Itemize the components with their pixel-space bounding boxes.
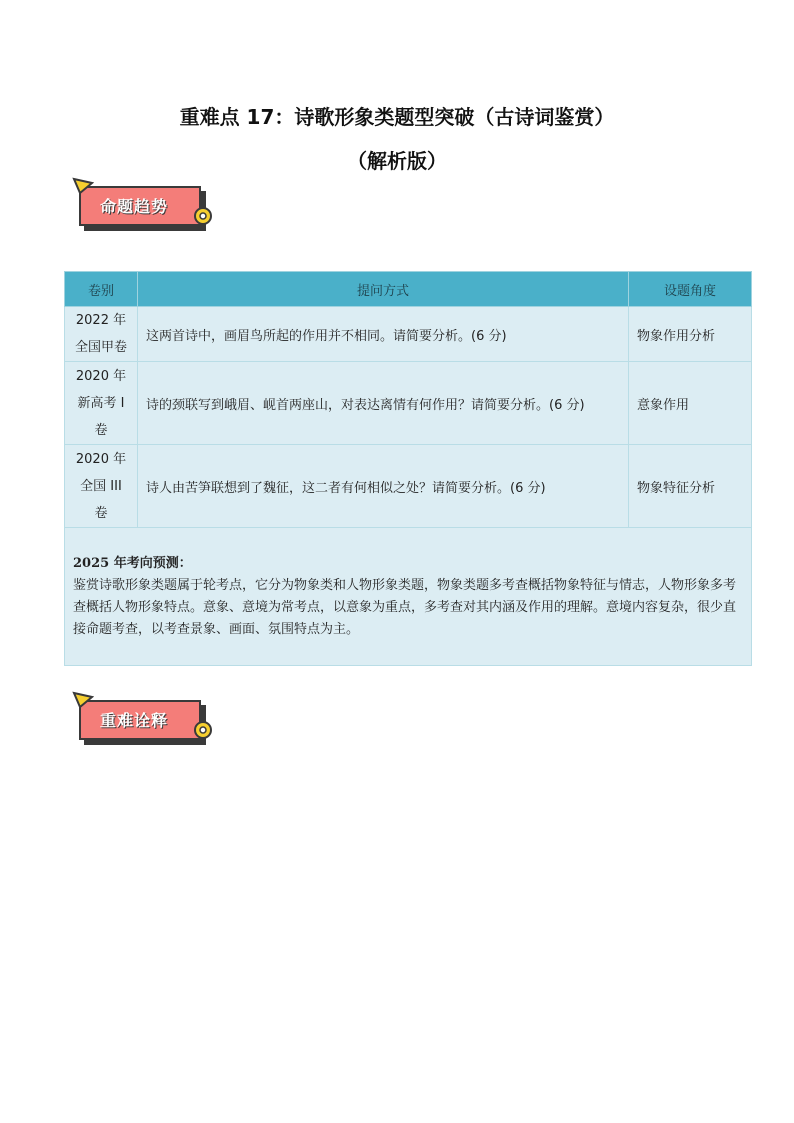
section-badge-label: 重难诠释 <box>100 711 169 730</box>
question-cell: 诗的颈联写到峨眉、岘首两座山，对表达离情有何作用？请简要分析。(6 分) <box>138 362 629 445</box>
table-row <box>65 307 752 362</box>
angle-cell: 物象特征分析 <box>629 445 752 528</box>
section-badge-explain <box>76 697 216 757</box>
angle-cell: 意象作用 <box>629 362 752 445</box>
forecast-text: 鉴赏诗歌形象类题属于轮考点，它分为物象类和人物形象类题，物象类题多考查概括物象特征与情志，人物形象多考查概括人物形象特点。意象、意境为常考点，以意象为重点，多考查对其内涵及作用的理解。意境内容复杂，很少直接命题考查，以考查景象、画面、氛围特点为主。 <box>73 577 737 637</box>
ring-icon <box>192 719 214 741</box>
header-question: 提问方式 <box>138 272 629 307</box>
flag-icon <box>72 177 94 197</box>
section-badge-label: 命题趋势 <box>100 197 169 216</box>
forecast-row <box>65 528 752 666</box>
table-row <box>65 445 752 528</box>
forecast-title: 2025 年考向预测： <box>73 555 192 571</box>
page-subtitle: （解析版） <box>347 149 447 173</box>
question-cell: 这两首诗中，画眉鸟所起的作用并不相同。请简要分析。(6 分) <box>138 307 629 362</box>
header-volume: 卷别 <box>65 272 138 307</box>
question-cell: 诗人由苦笋联想到了魏征，这二者有何相似之处？请简要分析。(6 分) <box>138 445 629 528</box>
year-cell: 2022 年 全国甲卷 <box>65 307 138 362</box>
exam-table <box>64 271 752 666</box>
header-angle: 设题角度 <box>629 272 752 307</box>
table-row <box>65 362 752 445</box>
flag-icon <box>72 691 94 711</box>
angle-cell: 物象作用分析 <box>629 307 752 362</box>
year-cell: 2020 年 新高考 I 卷 <box>65 362 138 445</box>
ring-icon <box>192 205 214 227</box>
forecast-cell <box>65 528 752 666</box>
year-cell: 2020 年 全国 III 卷 <box>65 445 138 528</box>
section-badge-trend <box>76 183 216 243</box>
page-title: 重难点 17：诗歌形象类题型突破（古诗词鉴赏） <box>179 105 615 129</box>
